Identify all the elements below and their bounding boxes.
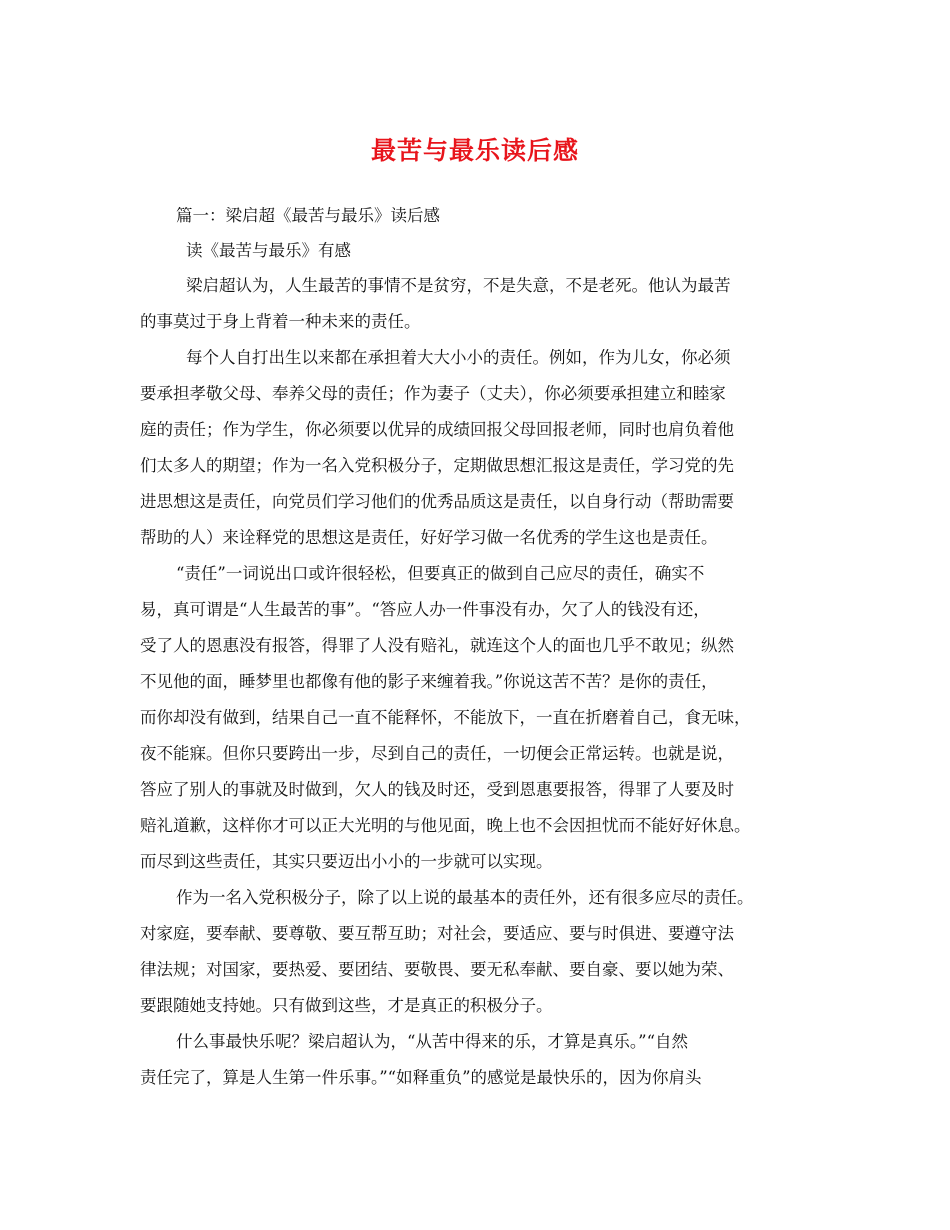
document-title: 最苦与最乐读后感 <box>370 136 579 165</box>
subheading: 读《最苦与最乐》有感 <box>186 241 351 260</box>
paragraph-line: 律法规；对国家，要热爱、要团结、要敬畏、要无私奉献、要自豪、要以她为荣、 <box>140 960 734 979</box>
paragraph-line: 不见他的面，睡梦里也都像有他的影子来缠着我。”你说这苦不苦？是你的责任， <box>140 672 718 691</box>
paragraph-line: 的事莫过于身上背着一种未来的责任。 <box>140 312 421 331</box>
paragraph-line: 帮助的人）来诠释党的思想这是责任，好好学习做一名优秀的学生这也是责任。 <box>140 528 718 547</box>
paragraph-line: 们太多人的期望；作为一名入党积极分子，定期做思想汇报这是责任，学习党的先 <box>140 456 734 475</box>
paragraph-line: 夜不能寐。但你只要跨出一步，尽到自己的责任，一切便会正常运转。也就是说， <box>140 744 734 763</box>
paragraph-line: “责任”一词说出口或许很轻松，但要真正的做到自己应尽的责任，确实不 <box>176 564 705 583</box>
paragraph-line: 要承担孝敬父母、奉养父母的责任；作为妻子（丈夫），你必须要承担建立和睦家 <box>140 384 726 403</box>
paragraph-line: 赔礼道歉，这样你才可以正大光明的与他见面，晚上也不会因担忧而不能好好休息。 <box>140 816 751 835</box>
paragraph-line: 什么事最快乐呢？梁启超认为，“从苦中得来的乐，才算是真乐。”“自然 <box>176 1032 689 1051</box>
paragraph-line: 受了人的恩惠没有报答，得罪了人没有赔礼，就连这个人的面也几乎不敢见；纵然 <box>140 636 734 655</box>
paragraph-line: 每个人自打出生以来都在承担着大大小小的责任。例如，作为儿女，你必须 <box>186 348 731 367</box>
paragraph-line: 答应了别人的事就及时做到，欠人的钱及时还，受到恩惠要报答，得罪了人要及时 <box>140 780 734 799</box>
section-heading: 篇一：梁启超《最苦与最乐》读后感 <box>176 206 440 225</box>
paragraph-line: 梁启超认为，人生最苦的事情不是贫穷，不是失意，不是老死。他认为最苦 <box>186 276 731 295</box>
paragraph-line: 而你却没有做到，结果自己一直不能释怀，不能放下，一直在折磨着自己，食无味， <box>140 708 751 727</box>
paragraph-line: 易，真可谓是“人生最苦的事”。“答应人办一件事没有办，欠了人的钱没有还， <box>140 600 710 619</box>
paragraph-line: 责任完了，算是人生第一件乐事。”“如释重负”的感觉是最快乐的，因为你肩头 <box>140 1068 702 1087</box>
paragraph-line: 作为一名入党积极分子，除了以上说的最基本的责任外，还有很多应尽的责任。 <box>176 888 754 907</box>
paragraph-line: 而尽到这些责任，其实只要迈出小小的一步就可以实现。 <box>140 852 553 871</box>
paragraph-line: 进思想这是责任，向党员们学习他们的优秀品质这是责任，以自身行动（帮助需要 <box>140 492 734 511</box>
paragraph-line: 要跟随她支持她。只有做到这些，才是真正的积极分子。 <box>140 996 553 1015</box>
paragraph-line: 庭的责任；作为学生，你必须要以优异的成绩回报父母回报老师，同时也肩负着他 <box>140 420 734 439</box>
paragraph-line: 对家庭，要奉献、要尊敬、要互帮互助；对社会，要适应、要与时俱进、要遵守法 <box>140 924 734 943</box>
